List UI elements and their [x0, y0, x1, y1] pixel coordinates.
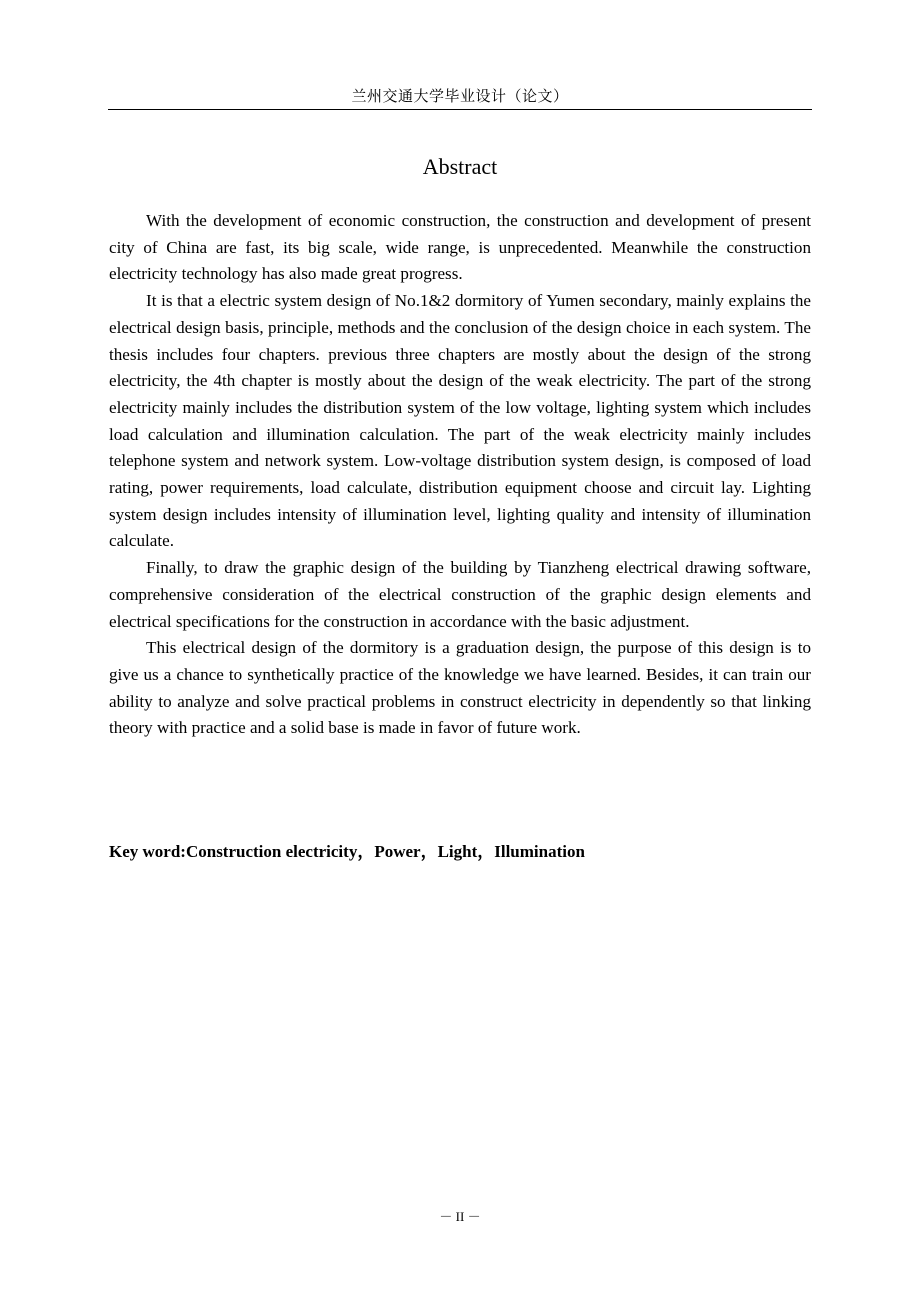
abstract-paragraph-4: This electrical design of the dormitory is a graduation design, the purpose of this design is to give us a chance to synthetically practice of the knowledge we have learned. Besides, it can train our ability to analyze and solve practical problems in construct electricity in dependently so that linking theory with practice and a solid base is made in favor of future work.	[109, 638, 811, 738]
running-header: 兰州交通大学毕业设计（论文）	[351, 87, 569, 105]
abstract-paragraph-1: With the development of economic construction, the construction and development of present city of China are fast, its big scale, wide range, is unprecedented. Meanwhile the construction electricity technology has also made great progress.	[109, 211, 811, 284]
page-number: － II －	[439, 1209, 481, 1224]
abstract-body	[109, 208, 811, 742]
keywords-line: Key word:Construction electricity，Power，Light，Illumination	[109, 842, 585, 861]
abstract-paragraph-3: Finally, to draw the graphic design of the building by Tianzheng electrical drawing software, comprehensive consideration of the electrical construction of the graphic design elements and electrical specifications for the construction in accordance with the basic adjustment.	[109, 558, 811, 631]
header-rule	[108, 109, 812, 110]
abstract-paragraph-2: It is that a electric system design of No.1&2 dormitory of Yumen secondary, mainly explains the electrical design basis, principle, methods and the conclusion of the design choice in each system. The thesis includes four chapters. previous three chapters are mostly about the design of the strong electricity, the 4th chapter is mostly about the design of the weak electricity. The part of the strong electricity mainly includes the distribution system of the low voltage, lighting system which includes load calculation and illumination calculation. The part of the weak electricity mainly includes telephone system and network system. Low-voltage distribution system design, is composed of load rating, power requirements, load calculate, distribution equipment choose and circuit lay. Lighting system design includes intensity of illumination level, lighting quality and intensity of illumination calculate.	[109, 291, 811, 551]
abstract-title: Abstract	[422, 154, 498, 179]
